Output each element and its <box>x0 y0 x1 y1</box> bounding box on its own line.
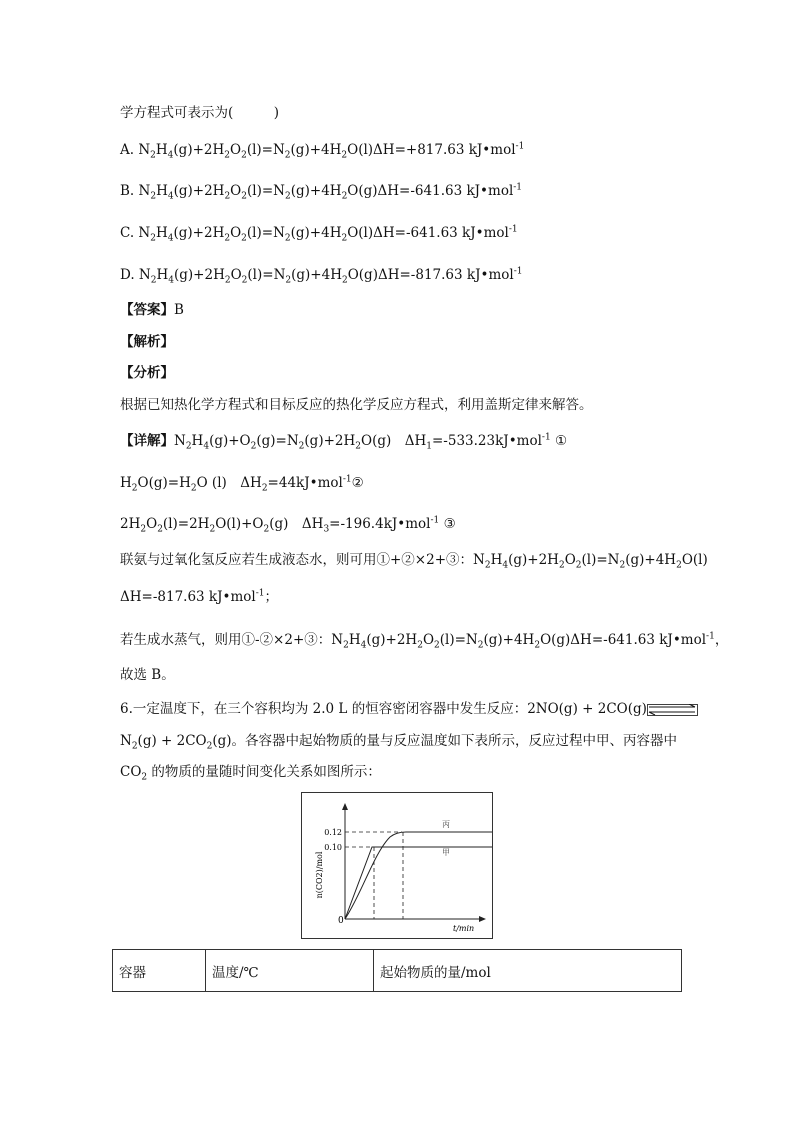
fenxi-text: 根据已知热化学方程式和目标反应的热化学反应方程式，利用盖斯定律来解答。 <box>120 397 593 413</box>
vapor-line: 若生成水蒸气，则用①-②×2+③：$N_2H_4(g)+2H_2O_2(l)=N_2(g)+4H_2O(g)\Delta H=-641.63$ kJ•mol$^{-1}$， <box>120 631 729 651</box>
q6-line3: $CO_2$ 的物质的量随时间变化关系如图所示： <box>120 764 381 783</box>
option-b: B. $N_2H_4(g)+2H_2O_2(l)=N_2(g)+4H_2O(g)\Delta H=-641.63$ kJ•mol$^{-1}$ <box>120 182 523 202</box>
series-label-bing: 丙 <box>442 820 450 829</box>
y-axis-arrow-icon <box>342 803 348 810</box>
co2-time-chart <box>301 792 493 939</box>
y-axis-label: n(CO2)/mol <box>315 851 324 899</box>
liquid-water-dh: ΔH=-817.63 kJ•mol$^{-1}$； <box>120 588 279 605</box>
option-d: D. $N_2H_4(g)+2H_2O_2(l)=N_2(g)+4H_2O(g)\Delta H=-817.63$ kJ•mol$^{-1}$ <box>120 266 523 286</box>
chart-svg <box>302 793 494 940</box>
q6-line1: 6.一定温度下，在三个容积均为 2.0 L 的恒容密闭容器中发生反应：2NO(g) + 2CO(g) <box>120 699 699 719</box>
origin-label: 0 <box>338 916 344 926</box>
liquid-water-line: 联氨与过氧化氢反应若生成液态水，则可用①+②×2+③：$N_2H_4(g)+2H_2O_2(l)=N_2(g)+4H_2O(l)$ <box>120 552 708 571</box>
xiangjie-eq1: 【详解】$N_2H_4(g)+O_2(g)=N_2(g)+2H_2O(g)$ $\Delta H_1=-533.23kJ•mol^{-1}$ ① <box>120 432 568 452</box>
fenxi-label: 【分析】 <box>120 365 174 381</box>
conclusion: 故选 B。 <box>120 667 175 683</box>
table-header-row <box>113 950 682 992</box>
header-temperature: 温度/℃ <box>206 950 374 992</box>
answer-line: 【答案】B <box>120 302 184 318</box>
x-axis-label: t/min <box>453 924 475 933</box>
series-label-jia: 甲 <box>442 848 450 857</box>
eq3: $2H_2O_2(l)=2H_2O(l)+O_2(g)$ $\Delta H_3=-196.4kJ•mol^{-1}$ ③ <box>120 515 456 535</box>
series-bing <box>345 832 492 919</box>
header-initial-amount: 起始物质的量/mol <box>374 950 682 992</box>
series-jia <box>345 847 492 919</box>
y-tick-010: 0.10 <box>324 843 342 852</box>
eq2: $H_2O(g)=H_2O$ (l) $\Delta H_2=44kJ•mol^{-1}②$ <box>120 474 364 494</box>
jiexi-label: 【解析】 <box>120 334 174 350</box>
x-axis-arrow-icon <box>479 916 486 922</box>
option-c: C. $N_2H_4(g)+2H_2O_2(l)=N_2(g)+4H_2O(l)\Delta H=-641.63$ kJ•mol$^{-1}$ <box>120 224 518 244</box>
equilibrium-arrow-icon <box>647 704 699 716</box>
container-table <box>112 949 682 992</box>
header-container: 容器 <box>113 950 206 992</box>
y-tick-012: 0.12 <box>324 828 342 837</box>
q6-line2: $N_2(g) + 2CO_2(g)$。各容器中起始物质的量与反应温度如下表所示，反应过程中甲、丙容器中 <box>120 733 678 752</box>
question-tail: 学方程式可表示为( ) <box>120 105 280 121</box>
option-a: A. $N_2H_4(g)+2H_2O_2(l)=N_2(g)+4H_2O(l)\Delta H=+817.63$ kJ•mol$^{-1}$ <box>120 141 525 161</box>
